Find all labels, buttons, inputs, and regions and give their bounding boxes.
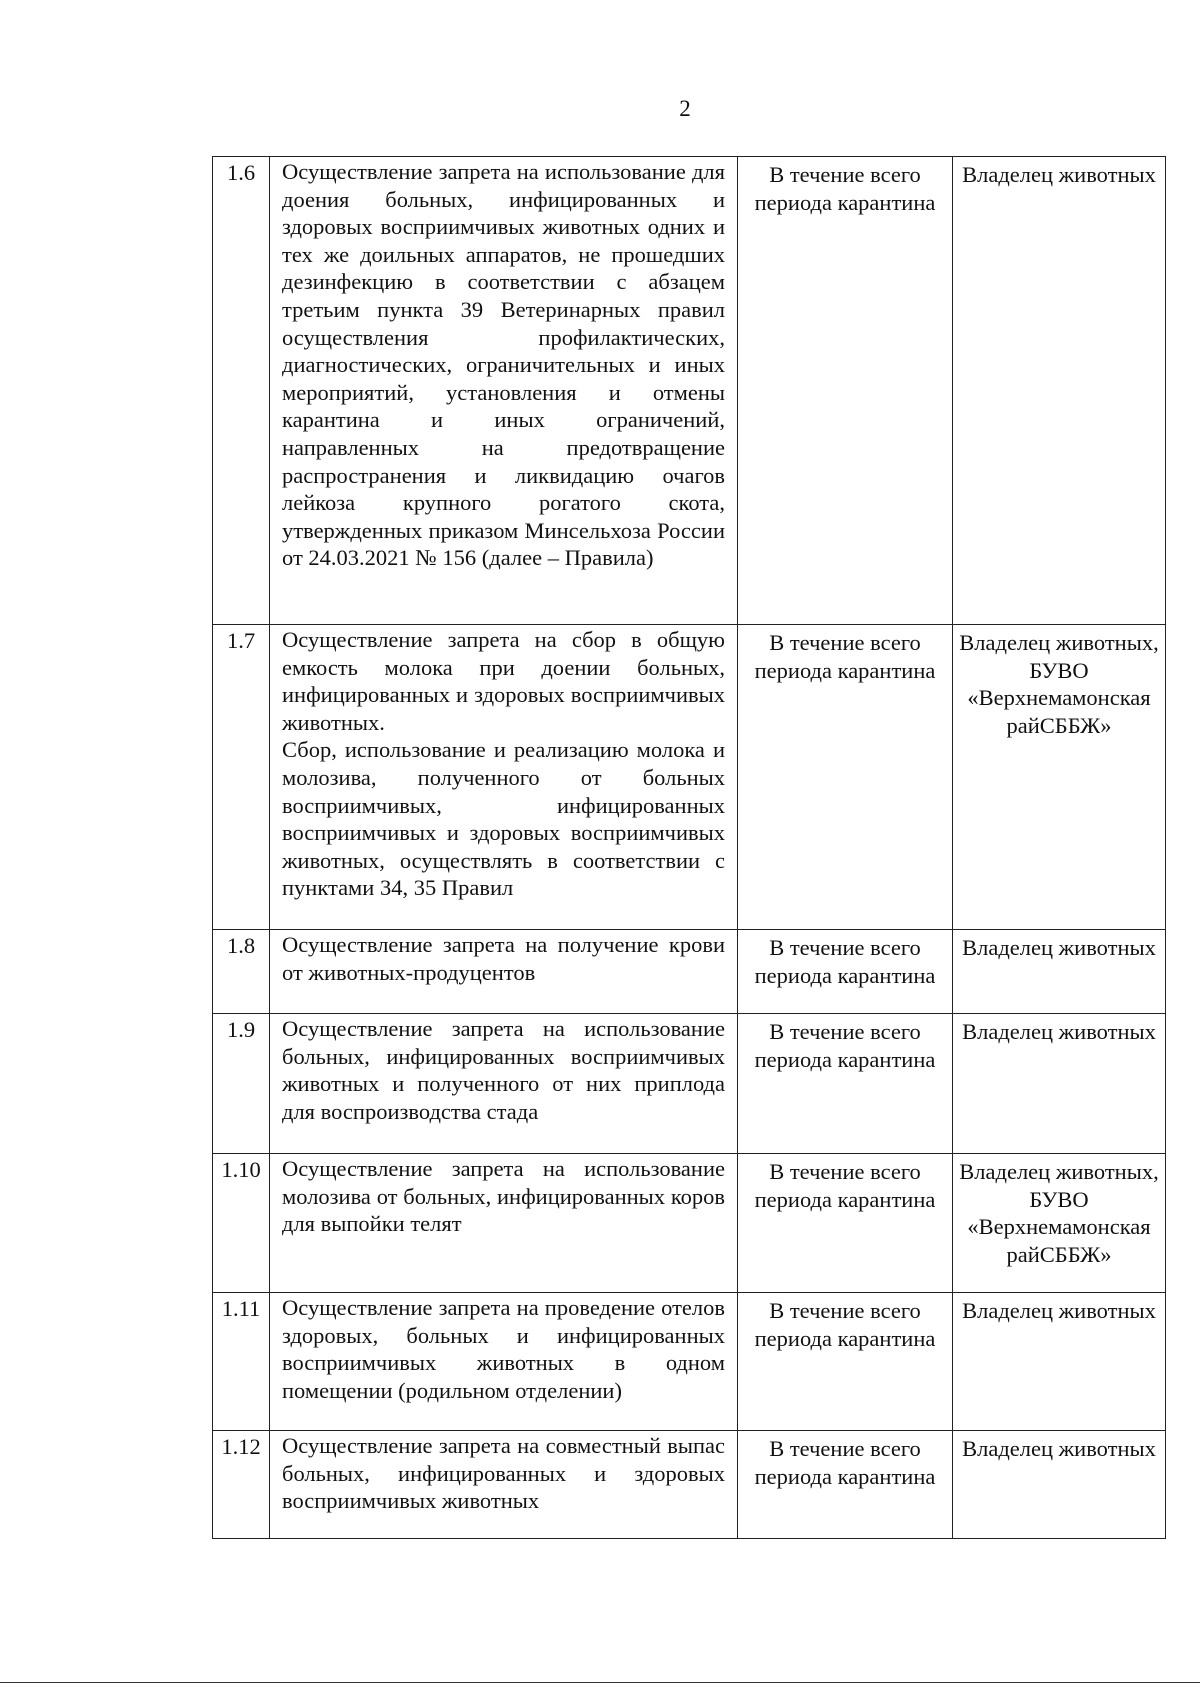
description-paragraph: Осуществление запрета на использование молозива от больных, инфицированных коров для выпойки телят — [282, 1156, 725, 1237]
responsible-line: Владелец животных — [962, 935, 1156, 960]
responsible-line: БУВО «Верхнемамонская райСББЖ» — [967, 657, 1151, 738]
table-row — [213, 1154, 1166, 1293]
description-paragraph: Осуществление запрета на использование больных, инфицированных восприимчивых животных и полученного от них приплода для воспроизводства стада — [282, 1016, 725, 1124]
measure-responsible — [953, 1431, 1166, 1539]
responsible-line: Владелец животных — [962, 1436, 1156, 1461]
measure-description — [270, 1014, 738, 1154]
measure-period: В течение всего периода карантина — [738, 1154, 953, 1293]
responsible-line: Владелец животных, — [959, 630, 1159, 655]
measures-table — [212, 156, 1166, 1539]
table-row — [213, 157, 1166, 625]
table-row — [213, 1014, 1166, 1154]
description-paragraph: Осуществление запрета на получение крови от животных-продуцентов — [282, 932, 725, 985]
description-paragraph: Осуществление запрета на проведение отелов здоровых, больных и инфицированных восприимчивых животных в одном помещении (родильном отделении) — [282, 1295, 725, 1403]
row-number: 1.9 — [213, 1014, 270, 1154]
measure-period: В течение всего периода карантина — [738, 1431, 953, 1539]
table-row — [213, 1293, 1166, 1431]
measure-description — [270, 1293, 738, 1431]
description-paragraph: Осуществление запрета на использование для доения больных, инфицированных и здоровых восприимчивых животных одних и тех же доильных аппаратов, не прошедших дезинфекцию в соответствии с абзацем третьим пункта 39 Ветеринарных правил осуществления профилактических, диагностических, ограничительных и иных мероприятий, установления и отмены карантина и иных ограничений, направленных на предотвращение распространения и ликвидацию очагов лейкоза крупного рогатого скота, утвержденных приказом Минсельхоза России от 24.03.2021 № 156 (далее – Правила) — [282, 159, 725, 571]
measure-period: В течение всего периода карантина — [738, 1014, 953, 1154]
measure-responsible — [953, 157, 1166, 625]
measure-description — [270, 1431, 738, 1539]
row-number: 1.7 — [213, 625, 270, 930]
measure-description — [270, 625, 738, 930]
measure-responsible — [953, 625, 1166, 930]
measure-responsible — [953, 1293, 1166, 1431]
measure-responsible — [953, 1154, 1166, 1293]
measure-description — [270, 1154, 738, 1293]
description-paragraph: Осуществление запрета на сбор в общую емкость молока при доении больных, инфицированных и здоровых восприимчивых животных. — [282, 627, 725, 735]
measure-period: В течение всего периода карантина — [738, 157, 953, 625]
measure-responsible — [953, 1014, 1166, 1154]
responsible-line: Владелец животных — [962, 162, 1156, 187]
table-row — [213, 930, 1166, 1014]
measure-description — [270, 930, 738, 1014]
row-number: 1.6 — [213, 157, 270, 625]
responsible-line: Владелец животных — [962, 1298, 1156, 1323]
description-paragraph: Осуществление запрета на совместный выпас больных, инфицированных и здоровых восприимчивых животных — [282, 1433, 725, 1514]
row-number: 1.12 — [213, 1431, 270, 1539]
description-paragraph: Сбор, использование и реализацию молока и молозива, полученного от больных восприимчивых, инфицированных восприимчивых и здоровых восприимчивых животных, осуществлять в соответствии с пунктами 34, 35 Правил — [282, 737, 725, 901]
page-number: 2 — [679, 96, 691, 121]
measure-period: В течение всего периода карантина — [738, 930, 953, 1014]
table-row — [213, 625, 1166, 930]
row-number: 1.10 — [213, 1154, 270, 1293]
measure-period: В течение всего периода карантина — [738, 625, 953, 930]
row-number: 1.8 — [213, 930, 270, 1014]
measure-period: В течение всего периода карантина — [738, 1293, 953, 1431]
measure-description — [270, 157, 738, 625]
row-number: 1.11 — [213, 1293, 270, 1431]
responsible-line: Владелец животных, — [959, 1159, 1159, 1184]
table-row — [213, 1431, 1166, 1539]
responsible-line: БУВО «Верхнемамонская райСББЖ» — [967, 1186, 1151, 1267]
responsible-line: Владелец животных — [962, 1019, 1156, 1044]
measure-responsible — [953, 930, 1166, 1014]
page-bottom-rule — [0, 1682, 1200, 1683]
